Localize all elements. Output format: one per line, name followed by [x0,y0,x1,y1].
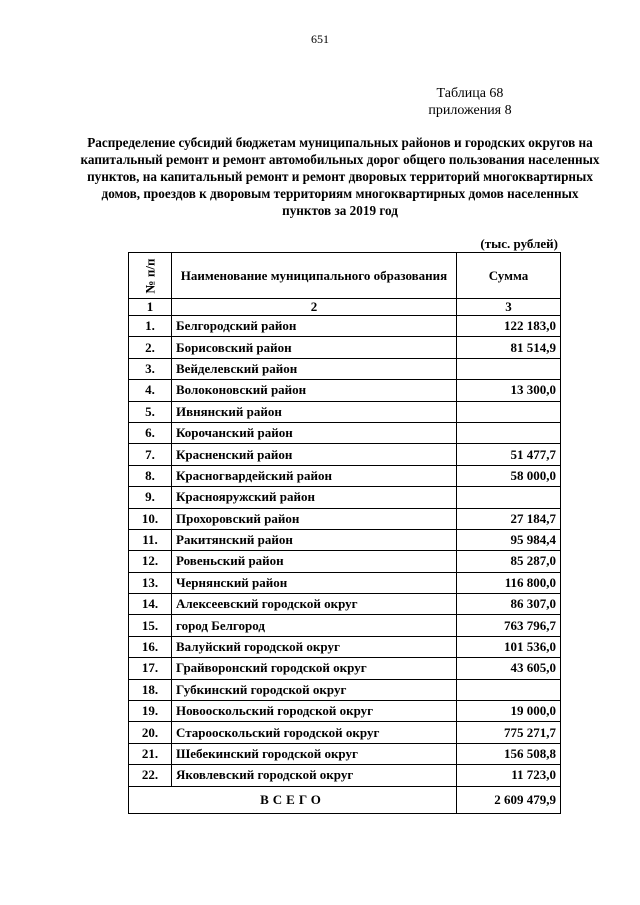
row-name: Шебекинский городской округ [172,743,457,764]
row-sum: 81 514,9 [457,337,561,358]
table-label-line2: приложения 8 [428,103,512,118]
table-row [129,444,561,465]
row-number: 18. [129,679,172,700]
row-number: 1. [129,316,172,337]
header-num [129,253,172,299]
row-sum: 43 605,0 [457,658,561,679]
table-row [129,358,561,379]
row-sum [457,422,561,443]
row-number: 7. [129,444,172,465]
table-row [129,551,561,572]
table-row [129,529,561,550]
row-sum: 156 508,8 [457,743,561,764]
row-sum: 116 800,0 [457,572,561,593]
table-row [129,636,561,657]
row-number: 22. [129,765,172,786]
row-sum: 122 183,0 [457,316,561,337]
column-index: 3 [457,299,561,316]
row-name: Красногвардейский район [172,465,457,486]
row-number: 9. [129,487,172,508]
table-row [129,487,561,508]
row-name: Белгородский район [172,316,457,337]
row-number: 15. [129,615,172,636]
table-label-line1: Таблица 68 [436,86,504,101]
row-number: 16. [129,636,172,657]
row-sum: 13 300,0 [457,380,561,401]
table-row [129,465,561,486]
table-row [129,508,561,529]
row-name: Ивнянский район [172,401,457,422]
row-number: 11. [129,529,172,550]
row-sum: 763 796,7 [457,615,561,636]
row-sum: 19 000,0 [457,701,561,722]
row-number: 5. [129,401,172,422]
row-sum: 11 723,0 [457,765,561,786]
row-name: Ракитянский район [172,529,457,550]
table-label [400,85,540,119]
row-sum [457,358,561,379]
table-row [129,765,561,786]
table-row [129,615,561,636]
row-number: 19. [129,701,172,722]
row-number: 10. [129,508,172,529]
table-row [129,422,561,443]
row-name: Краснояружский район [172,487,457,508]
column-index: 2 [172,299,457,316]
row-name: Ровеньский район [172,551,457,572]
row-number: 20. [129,722,172,743]
row-sum: 775 271,7 [457,722,561,743]
row-number: 17. [129,658,172,679]
document-title: Распределение субсидий бюджетам муниципальных районов и городских округов на капитальный ремонт и ремонт автомобильных дорог общего пользования населенных пунктов, на капитальный ремонт и ремонт дворовых территорий многоквартирных домов, проездов к дворовым территориям многоквартирных домов населенных пунктов за 2019 год [80,135,600,218]
row-name: Яковлевский городской округ [172,765,457,786]
table-row [129,572,561,593]
row-number: 21. [129,743,172,764]
table-row [129,722,561,743]
row-name: Вейделевский район [172,358,457,379]
row-number: 13. [129,572,172,593]
column-index-row [129,299,561,316]
row-number: 3. [129,358,172,379]
row-number: 4. [129,380,172,401]
row-number: 14. [129,594,172,615]
row-sum: 51 477,7 [457,444,561,465]
row-name: город Белгород [172,615,457,636]
table-row [129,701,561,722]
header-row [129,253,561,299]
total-row [129,786,561,813]
row-name: Борисовский район [172,337,457,358]
header-num-text: № п/п [142,258,158,293]
table-footer [129,786,561,813]
row-sum: 101 536,0 [457,636,561,657]
table-row [129,316,561,337]
row-number: 2. [129,337,172,358]
table-row [129,337,561,358]
header-name: Наименование муниципального образования [172,253,457,299]
row-sum: 85 287,0 [457,551,561,572]
row-number: 6. [129,422,172,443]
table-row [129,401,561,422]
table-body [129,316,561,787]
row-sum [457,679,561,700]
row-name: Грайворонский городской округ [172,658,457,679]
row-sum: 27 184,7 [457,508,561,529]
header-sum: Сумма [457,253,561,299]
table-row [129,743,561,764]
column-index: 1 [129,299,172,316]
row-name: Губкинский городской округ [172,679,457,700]
row-number: 12. [129,551,172,572]
units-label: (тыс. рублей) [480,236,558,251]
table-row [129,594,561,615]
total-sum: 2 609 479,9 [457,786,561,813]
row-name: Чернянский район [172,572,457,593]
row-name: Прохоровский район [172,508,457,529]
row-name: Красненский район [172,444,457,465]
table-header [129,253,561,316]
row-sum [457,487,561,508]
row-sum: 58 000,0 [457,465,561,486]
subsidy-table [128,252,561,814]
row-sum: 95 984,4 [457,529,561,550]
page-number: 651 [311,32,329,46]
row-name: Алексеевский городской округ [172,594,457,615]
row-name: Валуйский городской округ [172,636,457,657]
table-row [129,380,561,401]
total-label: ВСЕГО [129,786,457,813]
row-name: Волоконовский район [172,380,457,401]
row-name: Корочанский район [172,422,457,443]
row-number: 8. [129,465,172,486]
row-name: Старооскольский городской округ [172,722,457,743]
row-sum: 86 307,0 [457,594,561,615]
row-sum [457,401,561,422]
table-row [129,658,561,679]
table-row [129,679,561,700]
row-name: Новооскольский городской округ [172,701,457,722]
